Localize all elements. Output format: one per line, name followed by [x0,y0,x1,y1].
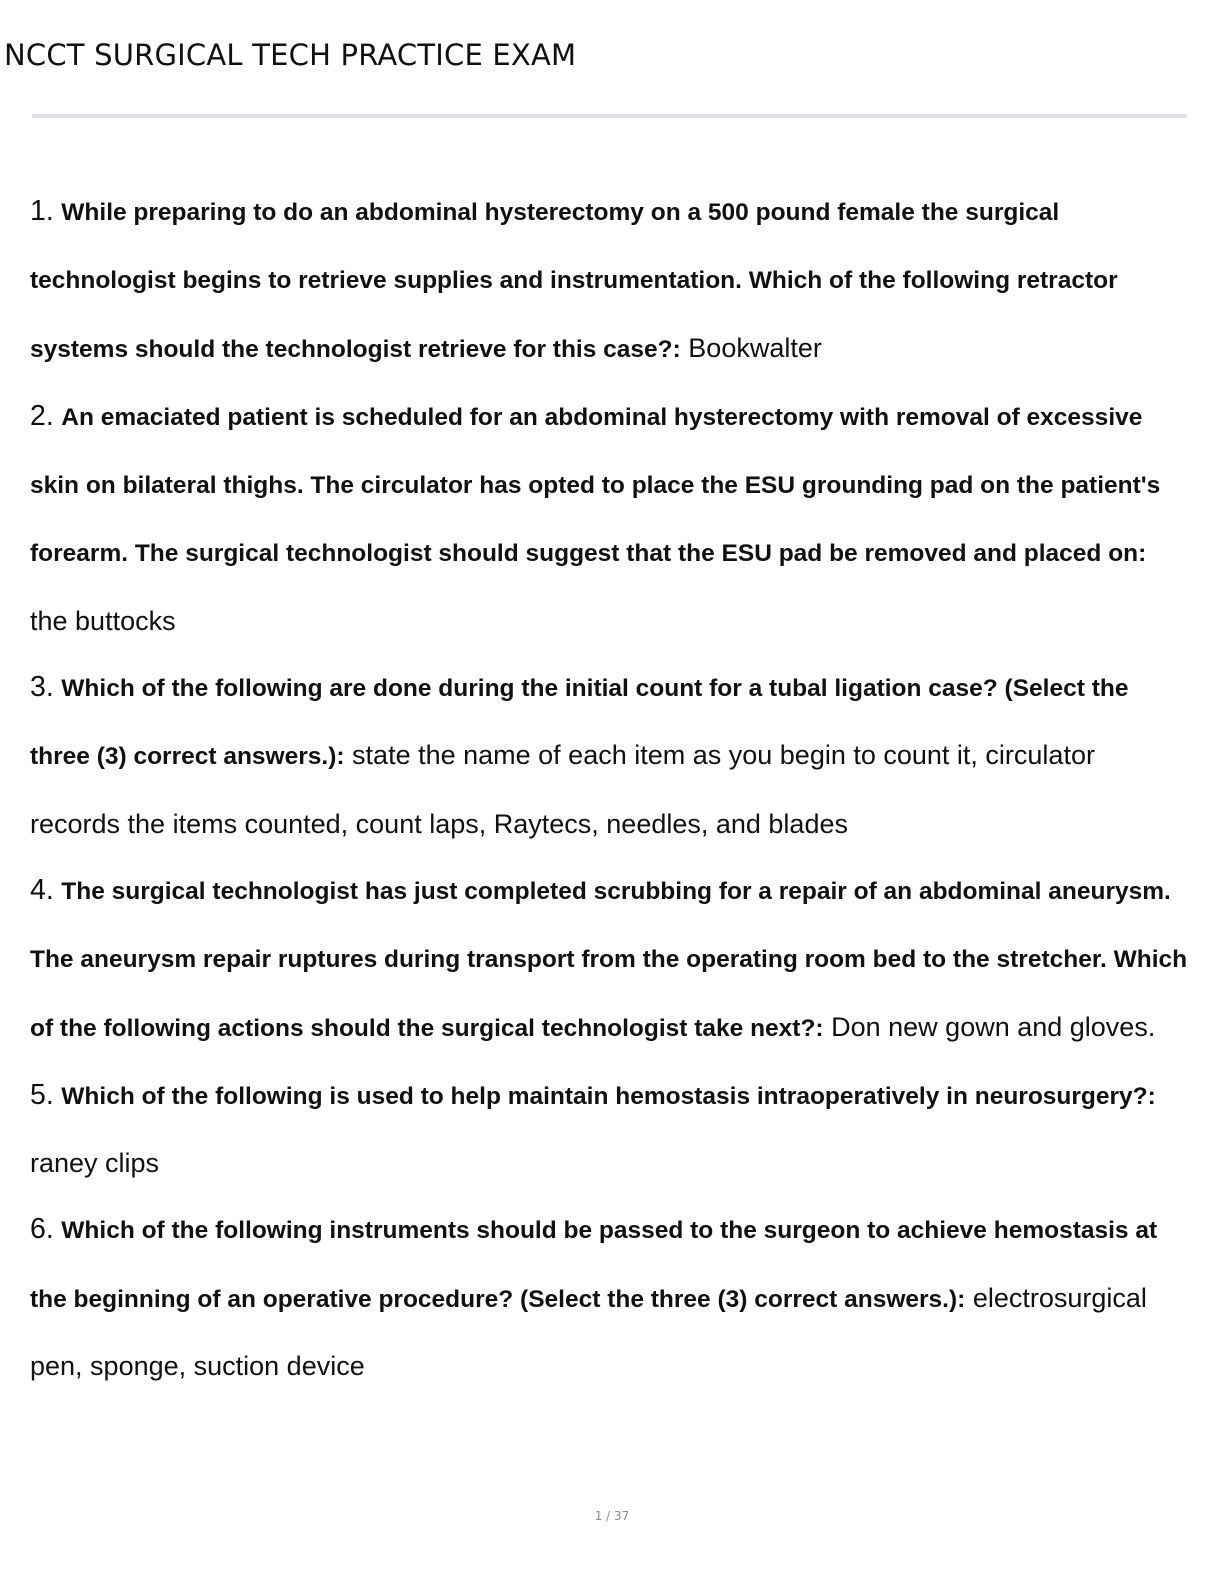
answer-text: raney clips [30,1148,160,1179]
question-item-2 [30,383,1190,654]
question-number: 4. [30,873,54,906]
question-item-5 [30,1062,1190,1197]
question-item-3 [30,654,1190,857]
question-list [30,178,1190,1399]
answer-text: Don new gown and gloves. [831,1011,1156,1042]
question-number: 5. [30,1078,54,1111]
question-number: 3. [30,671,54,704]
question-text: Which of the following is used to help maintain hemostasis intraoperatively in neurosurgery?: [61,1082,1156,1110]
answer-text: electrosurgical pen, sponge, suction device [30,1282,1147,1382]
question-item-4 [30,857,1190,1062]
question-text: While preparing to do an abdominal hysterectomy on a 500 pound female the surgical technologist begins to retrieve supplies and instrumentation. Which of the following retractor systems should the technologist retrieve for this case?: [30,199,1118,363]
title-divider [32,114,1187,118]
page-number: 1 / 37 [594,1509,630,1523]
question-text: Which of the following instruments should be passed to the surgeon to achieve hemostasis at the beginning of an operative procedure? (Select the three (3) correct answers.): [30,1217,1158,1313]
question-number: 6. [30,1213,54,1246]
answer-text: state the name of each item as you begin to count it, circulator records the items counted, count laps, Raytecs, needles, and blades [30,740,1095,839]
question-text: Which of the following are done during the initial count for a tubal ligation case? (Select the three (3) correct answers.): [30,675,1129,771]
question-text: The surgical technologist has just completed scrubbing for a repair of an abdominal aneurysm. The aneurysm repair ruptures during transport from the operating room bed to the stretcher. Which of the following actions should the surgical technologist take next?: [30,877,1188,1042]
question-number: 2. [30,399,54,432]
question-text: An emaciated patient is scheduled for an abdominal hysterectomy with removal of excessive skin on bilateral thighs. The circulator has opted to place the ESU grounding pad on the patient's forearm. The surgical technologist should suggest that the ESU pad be removed and placed on: [30,403,1161,568]
question-item-6 [30,1196,1190,1399]
answer-text: Bookwalter [688,332,822,363]
document-title: NCCT SURGICAL TECH PRACTICE EXAM [4,38,577,72]
question-number: 1. [30,195,54,227]
answer-text: the buttocks [30,605,176,636]
question-item-1 [30,178,1190,383]
